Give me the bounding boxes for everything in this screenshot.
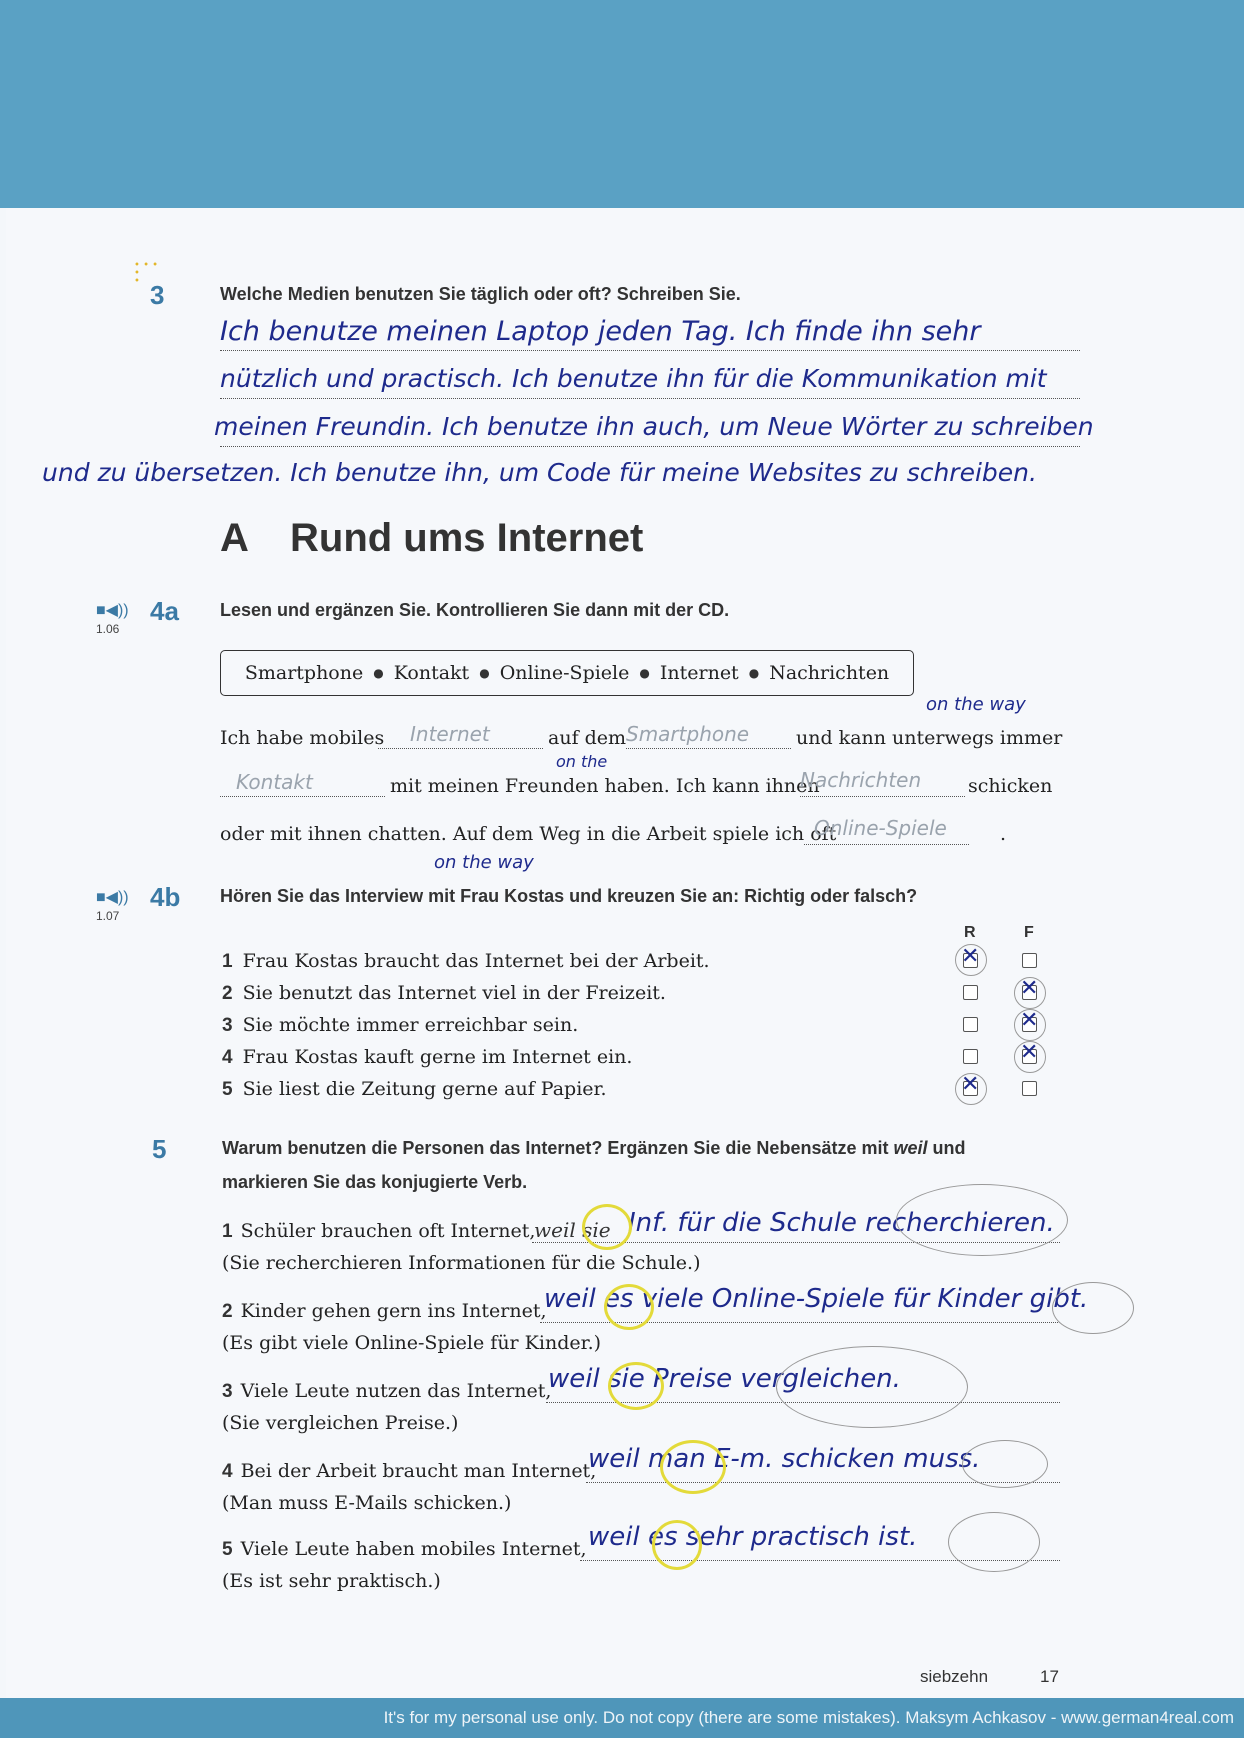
bullet-icon: ●: [639, 666, 650, 680]
ex5-number: 5: [152, 1134, 167, 1164]
word-4: Internet: [659, 662, 739, 684]
verb-highlight: [582, 1204, 632, 1250]
speaker-icon: ■◀)): [96, 602, 129, 619]
ex4a-answer-5: Online-Spiele: [814, 816, 947, 840]
ex5-example-1: weil sie: [534, 1218, 611, 1242]
word-1: Smartphone: [244, 662, 364, 684]
ex5-answer-5: weil es sehr practisch ist.: [588, 1522, 918, 1552]
ex4a-audio[interactable]: [96, 600, 129, 636]
ex3-dots-icon: • • • • •: [134, 260, 159, 287]
ex5-answer-1: Inf. für die Schule recherchieren.: [628, 1208, 1055, 1238]
ex5-answer-3: weil sie Preise vergleichen.: [548, 1364, 901, 1394]
bullet-icon: ●: [748, 666, 760, 680]
ex4a-answer-2: Smartphone: [626, 722, 750, 746]
ex5-answer-4: weil man E-m. schicken muss.: [588, 1444, 981, 1474]
bullet-icon: ●: [373, 666, 384, 680]
ex4a-number: 4a: [150, 596, 179, 626]
answer-circle: [1014, 1041, 1046, 1073]
ex4a-blank-2: [626, 748, 791, 749]
ex4a-track: 1.06: [96, 622, 120, 636]
ex5-hint-2: (Es gibt viele Online-Spiele für Kinder.): [222, 1332, 602, 1354]
checkbox-f-5[interactable]: [1022, 1081, 1037, 1096]
ex3-answer-line-4: und zu übersetzen. Ich benutze ihn, um Code für meine Websites zu schreiben.: [42, 458, 1037, 487]
section-letter: A: [220, 516, 249, 560]
ex4a-text-5: schicken: [968, 775, 1053, 797]
ex5-item-2: 2 Kinder gehen gern ins Internet,: [222, 1300, 547, 1322]
word-3: Online-Spiele: [499, 662, 630, 684]
bullet-icon: ●: [479, 666, 490, 680]
word-box: [220, 650, 914, 696]
ex4a-text-6: oder mit ihnen chatten. Auf dem Weg in die Arbeit spiele ich oft: [220, 823, 837, 845]
ex3-line-3: [220, 446, 1080, 447]
verb-highlight: [608, 1362, 664, 1410]
ex3-answer-line-2: nützlich und practisch. Ich benutze ihn für die Kommunikation mit: [220, 364, 1047, 393]
ex3-number: 3: [150, 280, 165, 310]
verb-highlight: [604, 1284, 654, 1330]
word-2: Kontakt: [393, 662, 470, 684]
copyright-note: It's for my personal use only. Do not copy (there are some mistakes). Maksym Achkasov - www.german4real.com: [383, 1708, 1234, 1727]
page-word: siebzehn: [920, 1667, 989, 1686]
ex5-item-3: 3 Viele Leute nutzen das Internet,: [222, 1380, 552, 1402]
ex5-item-4: 4 Bei der Arbeit braucht man Internet,: [222, 1460, 597, 1482]
checkbox-r-4[interactable]: [963, 1049, 978, 1064]
ex4a-text-1: Ich habe mobiles: [220, 727, 385, 749]
ex4b-track: 1.07: [96, 909, 120, 923]
ex4a-answer-4: Nachrichten: [800, 768, 922, 792]
tf-item-5: 5 Sie liest die Zeitung gerne auf Papier.: [222, 1078, 607, 1100]
checkbox-r-3[interactable]: [963, 1017, 978, 1032]
tf-item-2: 2 Sie benutzt das Internet viel in der Freizeit.: [222, 982, 666, 1004]
ex4a-text-2: auf dem: [548, 727, 627, 749]
ex5-answer-2: weil es viele Online-Spiele für Kinder gibt.: [544, 1284, 1089, 1314]
ex4b-number: 4b: [150, 882, 181, 912]
ex5-hint-4: (Man muss E-Mails schicken.): [222, 1492, 512, 1514]
answer-circle: [1014, 1009, 1046, 1041]
ex4a-text-3: und kann unterwegs immer: [796, 727, 1063, 749]
ex3-answer-line-3: meinen Freundin. Ich benutze ihn auch, um Neue Wörter zu schreiben: [214, 412, 1094, 441]
ex4a-blank-1: [378, 748, 543, 749]
verb-circle: [948, 1512, 1040, 1572]
ex4a-blank-5: [804, 844, 969, 845]
bottom-color-band: [0, 1698, 1244, 1738]
answer-circle: [955, 1073, 987, 1105]
verb-circle: [1052, 1282, 1134, 1334]
ex3-answer-line-1: Ich benutze meinen Laptop jeden Tag. Ich finde ihn sehr: [220, 316, 981, 347]
tf-item-1: 1 Frau Kostas braucht das Internet bei der Arbeit.: [222, 950, 710, 972]
col-r-header: R: [964, 924, 976, 941]
word-5: Nachrichten: [769, 662, 890, 684]
ex5-instruction-line2: markieren Sie das konjugierte Verb.: [222, 1172, 528, 1192]
verb-circle: [962, 1440, 1048, 1488]
ex5-hint-5: (Es ist sehr praktisch.): [222, 1570, 441, 1592]
ex5-hint-3: (Sie vergleichen Preise.): [222, 1412, 459, 1434]
ex3-instruction: Welche Medien benutzen Sie täglich oder oft? Schreiben Sie.: [220, 284, 741, 304]
verb-highlight: [660, 1440, 726, 1494]
ex4a-text-4: mit meinen Freunden haben. Ich kann ihnen: [390, 775, 820, 797]
speaker-icon: ■◀)): [96, 889, 129, 906]
tf-item-4: 4 Frau Kostas kauft gerne im Internet ein.: [222, 1046, 633, 1068]
tf-item-3: 3 Sie möchte immer erreichbar sein.: [222, 1014, 579, 1036]
checkbox-r-2[interactable]: [963, 985, 978, 1000]
verb-circle: [896, 1184, 1068, 1256]
page-number: 17: [1040, 1667, 1059, 1686]
ex4a-blank-4: [800, 796, 965, 797]
section-title: Rund ums Internet: [290, 516, 644, 560]
ex5-instruction: Warum benutzen die Personen das Internet? Ergänzen Sie die Nebensätze mit weil und: [222, 1138, 966, 1158]
ex5-item-1: 1 Schüler brauchen oft Internet,: [222, 1220, 536, 1242]
ex4b-instruction: Hören Sie das Interview mit Frau Kostas und kreuzen Sie an: Richtig oder falsch?: [220, 886, 918, 906]
answer-circle: [955, 944, 987, 976]
col-f-header: F: [1024, 924, 1034, 941]
verb-highlight: [652, 1520, 702, 1570]
ex3-line-1: [220, 350, 1080, 351]
ex4a-text-7: .: [1000, 823, 1007, 845]
ex4a-answer-3: Kontakt: [236, 770, 313, 794]
ex4a-blank-3: [220, 796, 385, 797]
checkbox-f-1[interactable]: [1022, 953, 1037, 968]
ex4a-note-2: on the: [556, 752, 608, 771]
ex4a-note-3: on the way: [434, 852, 534, 873]
ex4a-note-1: on the way: [926, 694, 1026, 715]
top-color-band: [0, 0, 1244, 208]
ex5-item-5: 5 Viele Leute haben mobiles Internet,: [222, 1538, 587, 1560]
ex4a-answer-1: Internet: [410, 722, 490, 746]
ex4b-audio[interactable]: [96, 887, 129, 923]
ex4a-instruction: Lesen und ergänzen Sie. Kontrollieren Sie dann mit der CD.: [220, 600, 730, 620]
answer-circle: [1014, 977, 1046, 1009]
ex3-line-2: [220, 398, 1080, 399]
ex5-hint-1: (Sie recherchieren Informationen für die Schule.): [222, 1252, 701, 1274]
verb-circle: [776, 1346, 968, 1428]
